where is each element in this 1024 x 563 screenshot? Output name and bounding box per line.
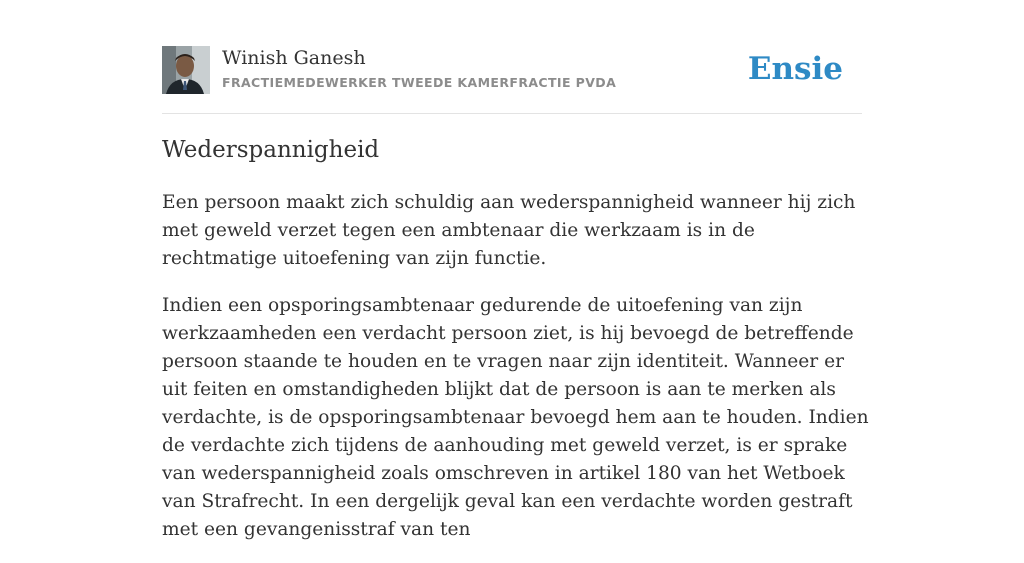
- author-name[interactable]: Winish Ganesh: [222, 47, 366, 69]
- article-paragraph: Een persoon maakt zich schuldig aan wederspannigheid wanneer hij zich met geweld verzet tegen een ambtenaar die werkzaam is in de rechtmatige uitoefening van zijn functie.: [162, 192, 856, 269]
- article-paragraph: Indien een opsporingsambtenaar gedurende de uitoefening van zijn werkzaamheden een verdacht persoon ziet, is hij bevoegd de betreffende persoon staande te houden en te vragen naar zijn identiteit. Wanneer er uit feiten en omstandigheden blijkt dat de persoon is aan te merken als verdachte, is de opsporingsambtenaar bevoegd hem aan te houden. Indien de verdachte zich tijdens de aanhouding met geweld verzet, is er sprake van wederspannigheid zoals omschreven in artikel 180 van het Wetboek van Strafrecht. In een dergelijk geval kan een verdachte worden gestraft met een gevangenisstraf van ten: [162, 295, 869, 540]
- author-avatar[interactable]: [162, 46, 210, 94]
- article-title: Wederspannigheid: [162, 137, 380, 163]
- ensie-logo[interactable]: Ensie: [747, 51, 843, 87]
- avatar-photo: [162, 46, 210, 94]
- author-role: FRACTIEMEDEWERKER TWEEDE KAMERFRACTIE PVDA: [222, 75, 617, 90]
- article-body: [162, 189, 874, 563]
- author-header: [162, 46, 862, 114]
